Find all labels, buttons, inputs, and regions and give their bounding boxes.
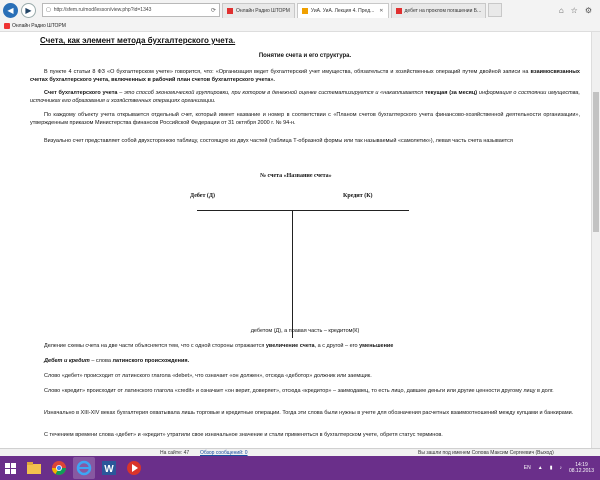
browser-chrome bbox=[0, 0, 600, 32]
paragraph-history: Изначально в XIII-XIV веках бухгалтерия охватывала лишь торговые и кредитные операции. Тогда эти слова были нужны в учете для обозначения расчетных взаимоотношений между купцами и банкирами. bbox=[44, 410, 574, 416]
moodle-icon bbox=[302, 8, 308, 14]
page-footer-bar bbox=[0, 448, 600, 456]
browser-toolbar-right bbox=[559, 6, 592, 15]
taskbar-chrome[interactable] bbox=[48, 457, 70, 479]
refresh-icon[interactable]: ⟳ bbox=[210, 7, 216, 14]
paragraph-division bbox=[30, 343, 580, 351]
internet-explorer-icon bbox=[76, 460, 92, 476]
paragraph-text: В пункте 4 статьи 8 ФЗ «О бухгалтерском учете» говорится, что: «Организация ведет бухгалтерский учет имущества, обязательств и хозяйственных операций путем двойной записи на bbox=[44, 69, 531, 75]
favorite-label: Онлайн Радио ШТОРМ bbox=[12, 22, 66, 29]
network-icon[interactable]: ▮ bbox=[549, 465, 553, 471]
t-account-credit: Кредит (К) bbox=[343, 193, 373, 199]
media-player-icon bbox=[126, 460, 142, 476]
page-viewport[interactable] bbox=[0, 32, 600, 448]
paragraph-bold: взаимосвязанных счетах бухгалтерского учета, включенных в рабочий план счетов бухгалтерского учета». bbox=[30, 69, 580, 83]
favorite-item[interactable] bbox=[4, 23, 66, 29]
paragraph-text: , а с другой – его bbox=[314, 343, 360, 349]
term-bold: Счет бухгалтерского учета bbox=[44, 90, 118, 96]
online-count: На сайте: 47 bbox=[160, 450, 190, 456]
folder-icon bbox=[26, 461, 42, 475]
section-title: Понятие счета и его структура. bbox=[258, 53, 352, 59]
vertical-scrollbar[interactable] bbox=[591, 32, 600, 448]
taskbar-app-red[interactable] bbox=[123, 457, 145, 479]
favorites-bar bbox=[0, 20, 600, 32]
paragraph-visual: Визуально счет представляет собой двухсторонюю таблицу, состоящую из двух частей (таблица Т-образной формы или так называемый «самолетик»), левая часть счета называется bbox=[44, 138, 513, 144]
tab-label: Онлайн Радио ШТОРМ bbox=[236, 7, 290, 14]
home-icon[interactable]: ⌂ bbox=[558, 5, 564, 15]
article-title: Счета, как элемент метода бухгалтерского учета. bbox=[40, 36, 236, 45]
svg-text:W: W bbox=[104, 464, 114, 475]
paragraph-plan: По каждому объекту учета открывается отдельный счет, который имеет название и номер в соответствии с «Планом счетов бухгалтерского учета финансово-хозяйственной деятельности организации», утвержденным приказом Министерства финансов Российской Федерации от 31 октября 2000 г. № 94-н. bbox=[30, 112, 580, 126]
term-bold: текущая (за месяц) bbox=[424, 90, 478, 96]
scrollbar-thumb[interactable] bbox=[593, 92, 599, 232]
favorites-star-icon[interactable]: ☆ bbox=[570, 5, 578, 15]
t-account-debit: Дебет (Д) bbox=[190, 193, 216, 199]
url-text: http://sfem.ru/mod/lesson/view.php?id=1343 bbox=[53, 7, 152, 13]
new-tab-button[interactable] bbox=[488, 3, 502, 17]
tab-radio[interactable] bbox=[222, 3, 295, 18]
t-vertical-line bbox=[292, 210, 293, 338]
paragraph-text: – слова bbox=[89, 358, 113, 364]
volume-icon[interactable]: ♪ bbox=[559, 465, 562, 471]
tray-arrow-icon[interactable]: ▲ bbox=[537, 465, 543, 471]
tab-search[interactable] bbox=[391, 3, 487, 18]
chrome-icon bbox=[51, 460, 67, 476]
system-tray bbox=[524, 462, 600, 474]
t-account-title: № счета «Название счета» bbox=[260, 173, 332, 179]
term-bold-italic: Дебет и кредит bbox=[44, 358, 90, 364]
settings-gear-icon[interactable]: ⚙ bbox=[584, 5, 592, 15]
paragraph-terms: С течением времени слова «дебет» и «кредит» утратили свое изначальное значение и стали применяться в бухгалтерском учете, обретя статус терминов. bbox=[44, 432, 443, 438]
clock-time: 14:19 bbox=[575, 462, 588, 468]
paragraph-law bbox=[30, 69, 580, 84]
search-engine-icon bbox=[396, 8, 402, 14]
page-icon: ▢ bbox=[46, 7, 51, 13]
word-icon bbox=[101, 460, 117, 476]
term-bold: латинского происхождения. bbox=[112, 358, 190, 364]
paragraph-debet: Слово «дебет» происходит от латинского глагола «debet», что означает «он должен», отсюда «деботор» должник или заемщик. bbox=[44, 373, 372, 379]
paragraph-credit: Слово «кредит» происходит от латинского глагола «credit» и означает «он верит, доверяет», отсюда «кредитор» – заимодавец, то есть лицо, давшее деньги или другие ценности другому лицу в долг. bbox=[44, 388, 554, 394]
t-account-caption: дебетом (Д), а правая часть – кредитом(К) bbox=[250, 328, 360, 334]
back-icon[interactable]: ◀ bbox=[3, 3, 18, 18]
forward-icon[interactable]: ▶ bbox=[21, 3, 36, 18]
windows-logo-icon bbox=[5, 463, 16, 474]
paragraph-definition bbox=[30, 90, 580, 105]
start-button[interactable] bbox=[0, 456, 20, 480]
t-horizontal-line bbox=[197, 210, 409, 211]
close-tab-icon[interactable]: ✕ bbox=[379, 7, 384, 14]
taskbar-explorer[interactable] bbox=[23, 457, 45, 479]
paragraph-italic: – это способ экономической группировки, при котором в денежной оценке систематизируется и «накапливается bbox=[117, 90, 425, 96]
taskbar-word[interactable] bbox=[98, 457, 120, 479]
clock[interactable] bbox=[569, 462, 594, 474]
logged-in-user[interactable]: Вы зашли под именем Сопова Максим Сергеевич (Выход) bbox=[418, 450, 554, 456]
term-bold: увеличение счета bbox=[265, 343, 315, 349]
language-indicator[interactable]: EN bbox=[523, 465, 531, 471]
radio-icon bbox=[227, 8, 233, 14]
tab-lecture[interactable] bbox=[297, 3, 389, 18]
paragraph-italic: информация о состоянии имущества, источниках его образования и хозяйственных операциях организации. bbox=[30, 90, 580, 104]
clock-date: 08.12.2013 bbox=[568, 468, 594, 474]
taskbar-ie[interactable] bbox=[73, 457, 95, 479]
windows-taskbar bbox=[0, 456, 600, 480]
term-bold: уменьшение bbox=[359, 343, 394, 349]
tab-label: УиА. УиА. Лекция 4. Пред... bbox=[310, 7, 375, 14]
radio-icon bbox=[4, 23, 10, 29]
tab-label: дебет на проклом погашении Б... bbox=[404, 7, 482, 14]
paragraph-origin bbox=[30, 358, 580, 366]
address-row bbox=[0, 0, 600, 20]
messages-link[interactable]: Обзор сообщений: 0 bbox=[200, 450, 248, 456]
paragraph-text: Деление схемы счета на две части объясняется тем, что с одной стороны отражается bbox=[44, 343, 266, 349]
address-bar[interactable] bbox=[42, 3, 220, 17]
